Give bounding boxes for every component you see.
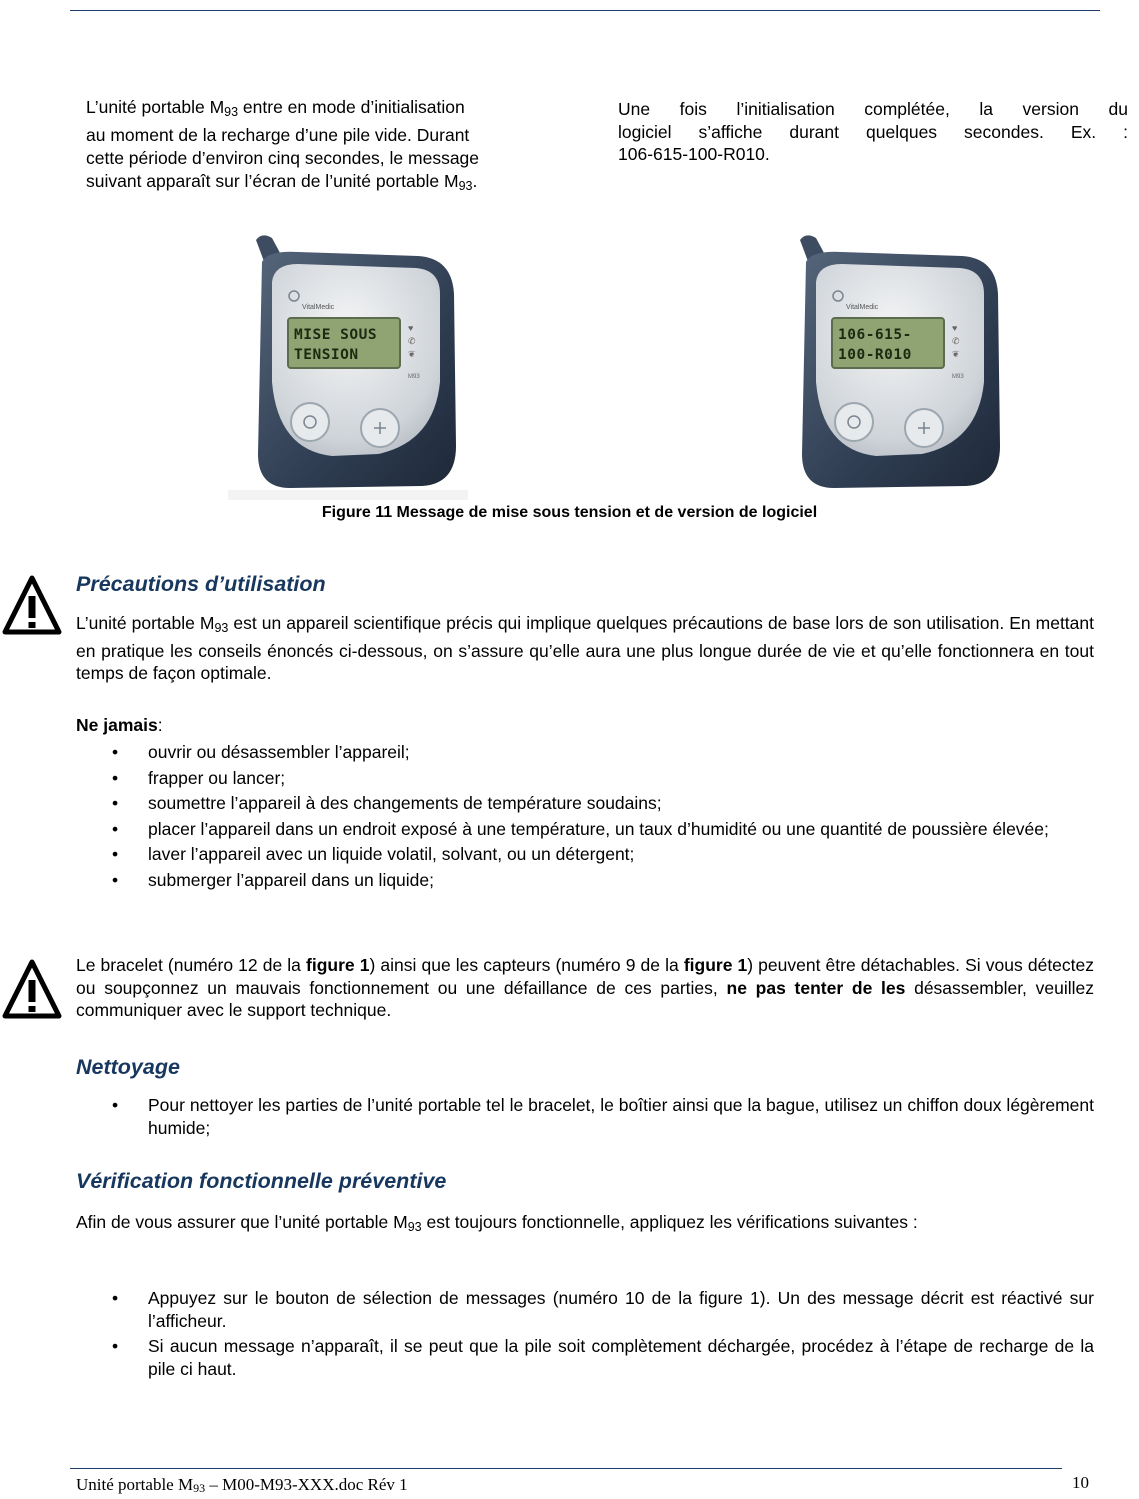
list-item: • Appuyez sur le bouton de sélection de messages (numéro 10 de la figure 1). Un des message décrit est réactivé sur l’afficheur. bbox=[76, 1287, 1094, 1332]
intro-left-line: au moment de la recharge d’une pile vide. Durant bbox=[86, 125, 470, 145]
text: – M00-M93-XXX.doc Rév 1 bbox=[205, 1475, 408, 1494]
text: est toujours fonctionnelle, appliquez les vérifications suivantes : bbox=[421, 1212, 918, 1232]
text: L’unité portable M bbox=[76, 613, 215, 633]
cleaning-list bbox=[76, 1094, 1094, 1139]
list-item: • Si aucun message n’apparaît, il se peut que la pile soit complètement déchargée, procédez à l’étape de recharge de la pile ci haut. bbox=[76, 1335, 1094, 1380]
text: ) ainsi que les capteurs (numéro 9 de la bbox=[369, 955, 684, 975]
detachable-parts-warning bbox=[76, 954, 1094, 1022]
never-label bbox=[76, 714, 1094, 737]
heart-icon: ♥ bbox=[952, 323, 958, 333]
list-item: • laver l’appareil avec un liquide volatil, solvant, ou un détergent; bbox=[76, 843, 1094, 866]
heart-icon: ♥ bbox=[408, 323, 414, 333]
colon: : bbox=[157, 715, 163, 735]
subscript: 93 bbox=[214, 621, 229, 635]
footer-rule bbox=[70, 1468, 1062, 1469]
model-label: M93 bbox=[408, 374, 420, 380]
text: désassembler, veuillez communiquer avec le support technique. bbox=[76, 977, 1095, 1020]
brand-label: VitalMedic bbox=[302, 304, 335, 311]
page-number: 10 bbox=[1072, 1473, 1089, 1492]
list-item: • ouvrir ou désassembler l’appareil; bbox=[76, 741, 1094, 764]
device-power-on-image bbox=[228, 232, 468, 500]
select-button[interactable] bbox=[291, 403, 329, 441]
bold-text: figure 1 bbox=[683, 955, 748, 975]
text: Unité portable M bbox=[76, 1475, 194, 1494]
list-item: • placer l’appareil dans un endroit exposé à une température, un taux d’humidité ou une quantité de poussière élevée; bbox=[76, 818, 1094, 841]
phone-icon: ✆ bbox=[952, 336, 960, 346]
never-label-bold: Ne jamais bbox=[76, 715, 158, 735]
never-list bbox=[76, 741, 1094, 891]
leaf-icon: ❦ bbox=[408, 349, 416, 359]
brand-label: VitalMedic bbox=[846, 304, 879, 311]
lcd-line-2: 100-R010 bbox=[838, 347, 912, 363]
text: ) peuvent être détachables. Si vous détectez ou soupçonnez un mauvais fonctionnement ou une défaillance de ces parties, bbox=[76, 955, 1095, 998]
heading-verification: Vérification fonctionnelle préventive bbox=[76, 1169, 447, 1193]
intro-left-line: entre en mode d’initialisation bbox=[238, 97, 465, 117]
phone-icon: ✆ bbox=[408, 336, 416, 346]
intro-left-text bbox=[86, 96, 596, 198]
text: Afin de vous assurer que l’unité portable M bbox=[76, 1212, 408, 1232]
intro-left-line: L’unité portable M bbox=[86, 97, 225, 117]
list-item: • Pour nettoyer les parties de l’unité portable tel le bracelet, le boîtier ainsi que la bague, utilisez un chiffon doux légèrement humide; bbox=[76, 1094, 1094, 1139]
intro-left-line: . bbox=[472, 171, 478, 191]
warning-icon bbox=[2, 574, 62, 636]
bold-text: figure 1 bbox=[306, 955, 370, 975]
subscript: 93 bbox=[458, 179, 473, 193]
intro-left-line: cette période d’environ cinq secondes, le message bbox=[86, 148, 480, 168]
header-rule bbox=[70, 10, 1100, 11]
lcd-line-1: MISE SOUS bbox=[294, 327, 378, 343]
intro-left-line: suivant apparaît sur l’écran de l’unité portable M bbox=[86, 171, 459, 191]
footer-doc-name bbox=[76, 1474, 408, 1499]
select-button[interactable] bbox=[835, 403, 873, 441]
intro-right-line: logiciel s’affiche durant quelques secondes. Ex. : bbox=[618, 121, 1128, 142]
list-item: • frapper ou lancer; bbox=[76, 767, 1094, 790]
leaf-icon: ❦ bbox=[952, 349, 960, 359]
list-item: • submerger l’appareil dans un liquide; bbox=[76, 869, 1094, 892]
bold-text: ne pas tenter de les bbox=[726, 977, 906, 998]
subscript: 93 bbox=[407, 1220, 422, 1234]
lcd-line-2: TENSION bbox=[294, 347, 359, 363]
warning-icon bbox=[2, 958, 62, 1020]
intro-right-line: 106-615-100-R010. bbox=[618, 144, 770, 164]
verification-paragraph bbox=[76, 1208, 1094, 1241]
figure-caption: Figure 11 Message de mise sous tension et de version de logiciel bbox=[321, 504, 818, 521]
intro-right-text bbox=[618, 98, 1128, 166]
intro-right-line: Une fois l’initialisation complétée, la version du bbox=[618, 99, 1128, 119]
heading-precautions: Précautions d’utilisation bbox=[76, 572, 326, 596]
precautions-paragraph bbox=[76, 612, 1094, 685]
text: Le bracelet (numéro 12 de la bbox=[76, 955, 307, 975]
lcd-line-1: 106-615- bbox=[838, 327, 912, 343]
text: est un appareil scientifique précis qui implique quelques précautions de base lors de son utilisation. En mettant en pratique les conseils énoncés ci-dessous, on s’assure qu’elle aura une plus longue durée de vie et qu’elle fonctionnera en tout temps de façon optimale. bbox=[76, 613, 1094, 683]
model-label: M93 bbox=[952, 374, 964, 380]
list-item: • soumettre l’appareil à des changements de température soudains; bbox=[76, 792, 1094, 815]
heading-cleaning: Nettoyage bbox=[76, 1055, 180, 1079]
subscript: 93 bbox=[224, 105, 239, 119]
image-shadow bbox=[228, 490, 468, 500]
subscript: 93 bbox=[193, 1481, 206, 1495]
verification-list bbox=[76, 1287, 1094, 1380]
device-software-version-image bbox=[772, 232, 1012, 500]
